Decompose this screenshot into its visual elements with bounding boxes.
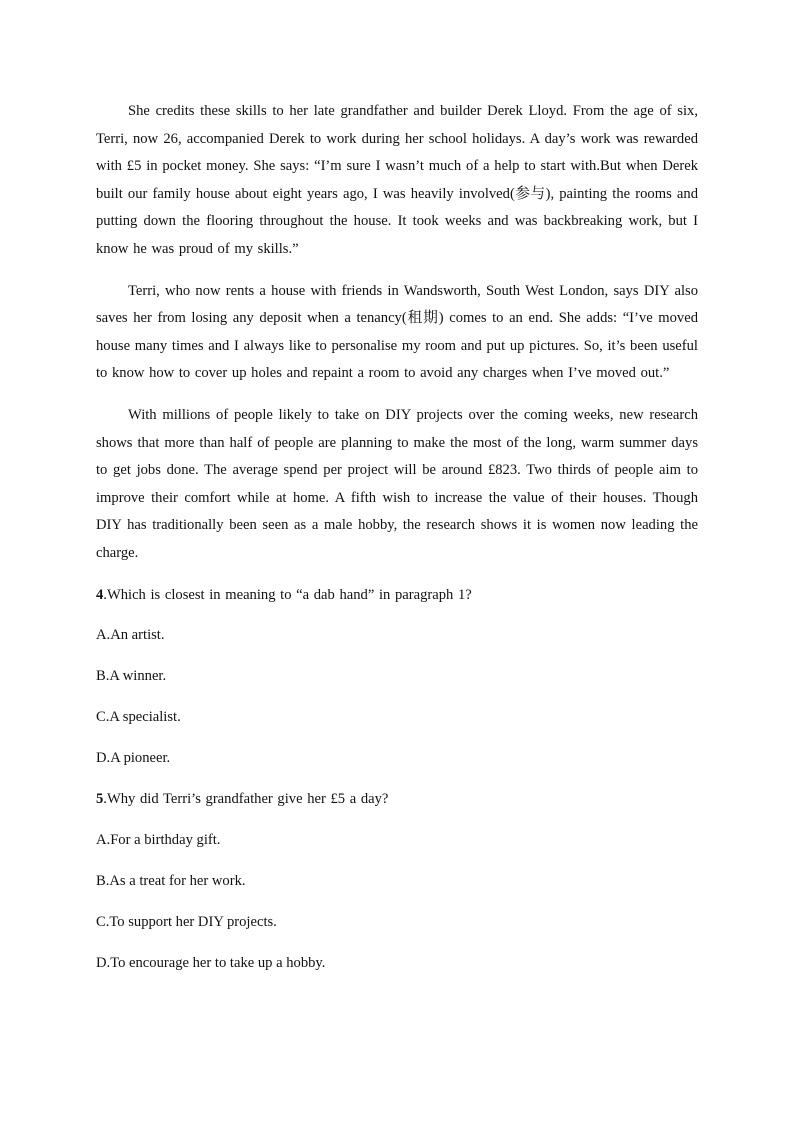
document-page [96,98,698,991]
question-4-stem [96,582,698,610]
question-4-text: .Which is closest in meaning to “a dab hand” in paragraph 1? [103,586,472,603]
question-5-option-a: A.For a birthday gift. [96,832,221,849]
question-5-number: 5 [96,791,104,808]
question-5-option-d: D.To encourage her to take up a hobby. [96,955,326,972]
question-5-stem [96,786,698,814]
question-5-option-c: C.To support her DIY projects. [96,914,277,931]
question-4-option-a: A.An artist. [96,627,165,644]
paragraph-1: She credits these skills to her late grandfather and builder Derek Lloyd. From the age of six, Terri, now 26, accompanied Derek to work during her school holidays. A day’s work was rewarded with £5 in pocket money. She says: “I’m sure I wasn’t much of a help to start with.But when Derek built our family house about eight years ago, I was heavily involved(参与), painting the rooms and putting down the flooring throughout the house. It took weeks and was backbreaking work, but I know he was proud of my skills.” [96,103,698,257]
question-4-option-d: D.A pioneer. [96,750,171,767]
question-5-text: .Why did Terri’s grandfather give her £5 a day? [103,791,389,808]
question-5 [96,786,698,978]
question-4 [96,582,698,774]
question-4-number: 4 [96,586,104,603]
question-4-option-c: C.A specialist. [96,709,181,726]
question-5-option-b: B.As a treat for her work. [96,873,246,890]
question-4-option-b: B.A winner. [96,668,167,685]
paragraph-3: With millions of people likely to take on DIY projects over the coming weeks, new research shows that more than half of people are planning to make the most of the long, warm summer days to get jobs done. The average spend per project will be around £823. Two thirds of people aim to improve their comfort while at home. A fifth wish to increase the value of their houses. Though DIY has traditionally been seen as a male hobby, the research shows it is women now leading the charge. [96,406,698,561]
paragraph-2: Terri, who now rents a house with friends in Wandsworth, South West London, says DIY also saves her from losing any deposit when a tenancy(租期) comes to an end. She adds: “I’ve moved house many times and I always like to personalise my room and put up pictures. So, it’s been useful to know how to cover up holes and repaint a room to avoid any charges when I’ve moved out.” [96,282,698,382]
